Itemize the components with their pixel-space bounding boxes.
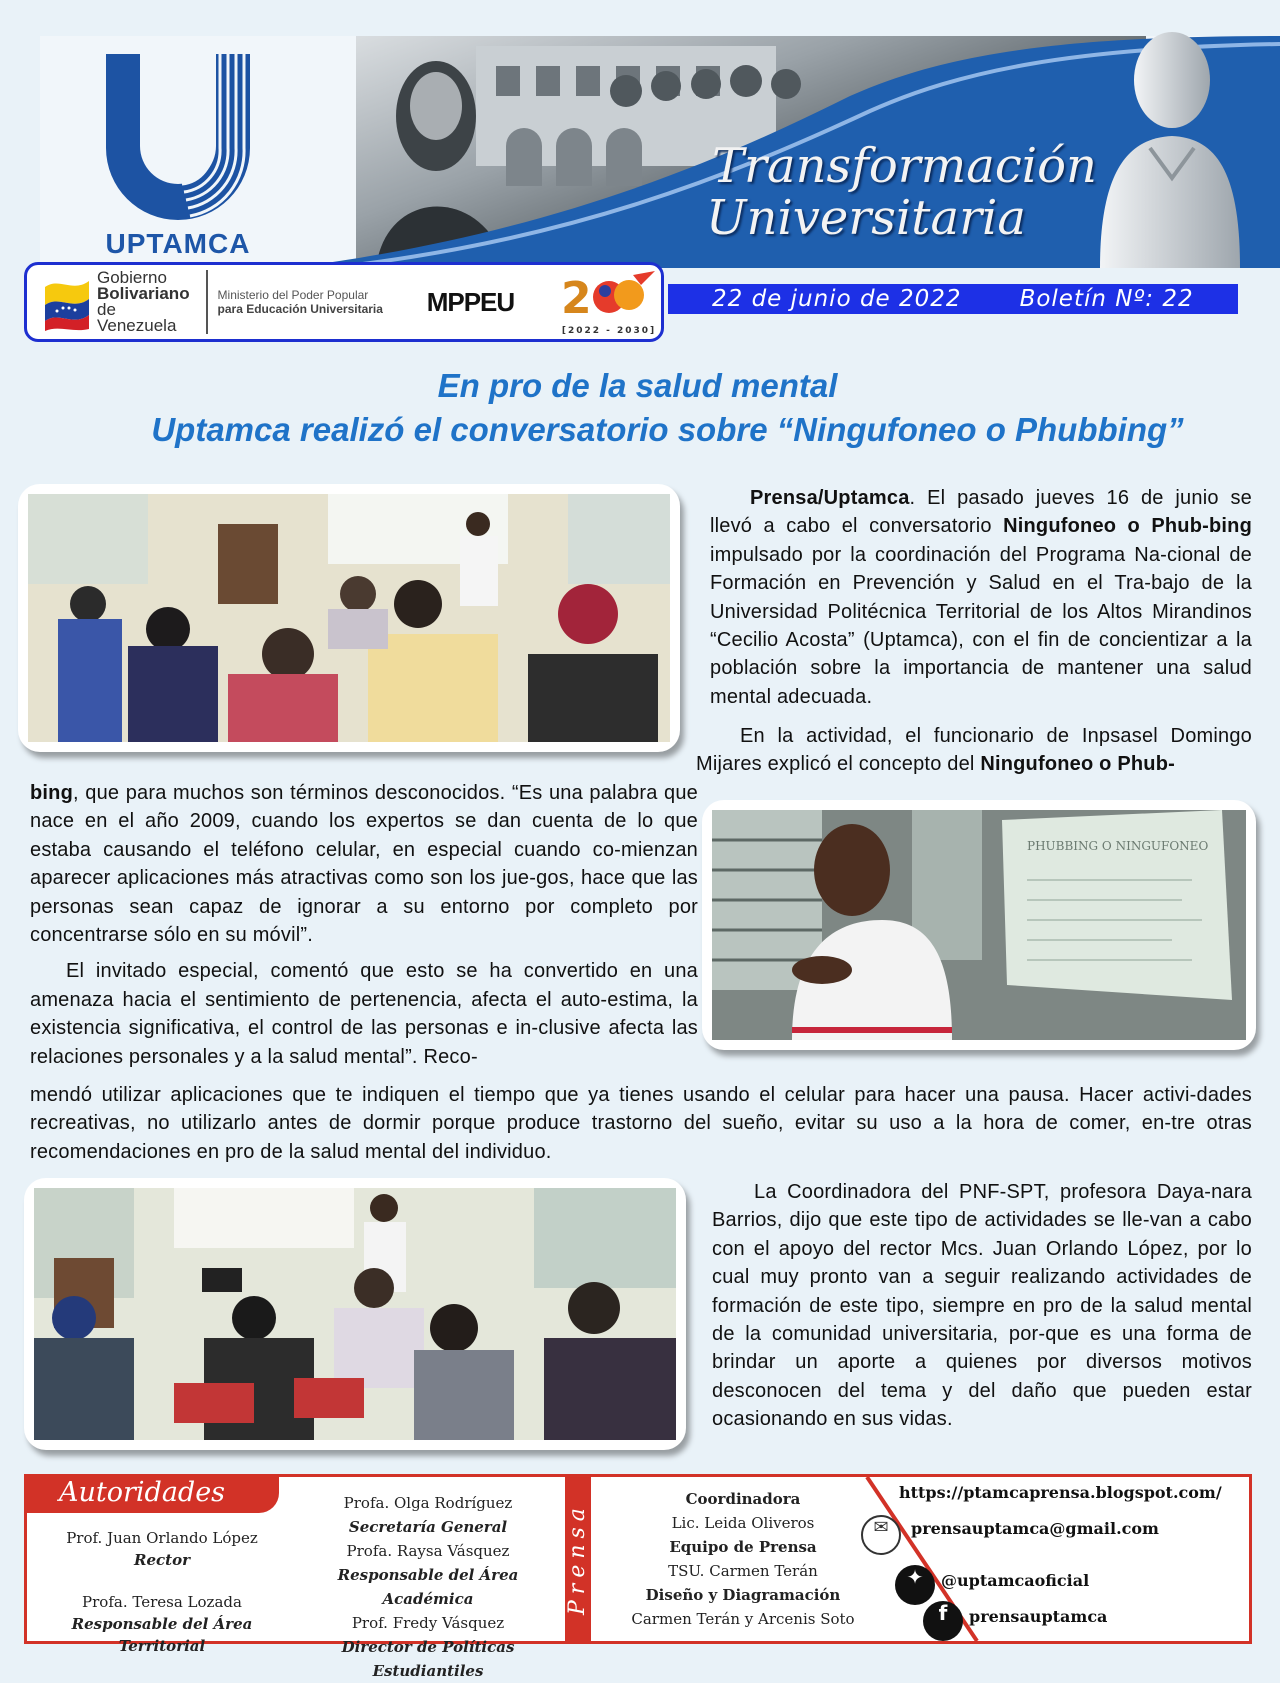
gov-line-3: de Venezuela: [97, 300, 177, 335]
article-headline: [0, 364, 1275, 452]
bicentenario-years: [2022 - 2030]: [561, 326, 657, 336]
audience-photo-2-image: [34, 1188, 676, 1440]
p1-term: Ningufoneo o Phub-bing: [1003, 515, 1252, 538]
audience-photo-image: [28, 494, 670, 742]
p2-term: Ningufoneo o Phub-: [980, 753, 1175, 776]
article-col-p4: [712, 1178, 1252, 1434]
press-lead: Prensa/Uptamca: [750, 487, 910, 509]
bust-statue-image: [1090, 18, 1240, 268]
officials-credits: [295, 1491, 561, 1683]
secretary-role: Secretaría General: [348, 1518, 508, 1536]
prensa-label: Prensa: [565, 1477, 591, 1641]
rector-name: Prof. Juan Orlando López: [66, 1529, 258, 1547]
publication-title: [706, 138, 1097, 246]
ministry-line-2: para Educación Universitaria: [217, 302, 383, 316]
design-names: Carmen Terán y Arcenis Soto: [631, 1610, 855, 1628]
coord-name: Lic. Leida Oliveros: [671, 1514, 815, 1532]
p2-term-end: bing: [30, 782, 74, 804]
coord-title: Coordinadora: [685, 1490, 801, 1508]
bulletin-number: Boletín Nº: 22: [1019, 286, 1194, 312]
territorial-name: Profa. Teresa Lozada: [82, 1593, 242, 1611]
p3-text-b: mendó utilizar aplicaciones que te indiquen el tiempo que ya tienes usando el celular para hacer una pausa. Hacer activi-dades recreativas, no utilizarlo antes de dormir porque produce trastorno del sueño, evitar su uso a la hora de comer, en-tre otras recomendaciones en pro de la salud mental del individuo.: [30, 1084, 1252, 1163]
svg-text:2: 2: [561, 273, 592, 324]
p1-text-a: . El pasado jueves 16 de junio se llevó a cabo el conversatorio: [710, 487, 1252, 538]
email-icon: ✉: [861, 1515, 901, 1555]
credits-footer: [24, 1474, 1252, 1680]
gov-line-1: Gobierno: [97, 268, 167, 287]
gov-line-2: Bolivariano: [97, 284, 190, 303]
press-team-credits: [623, 1487, 863, 1631]
team-title: Equipo de Prensa: [669, 1538, 817, 1556]
venezuela-flag-icon: [39, 273, 91, 331]
authorities-label: Autoridades: [27, 1477, 279, 1513]
speaker-slide-image: [712, 810, 1246, 1040]
article-col-intro: [710, 484, 1252, 711]
logo-text: UPTAMCA: [105, 228, 251, 259]
ministry-label: [218, 288, 415, 316]
academic-name: Profa. Raysa Vásquez: [346, 1542, 510, 1560]
uptamca-logo-icon: [104, 52, 252, 224]
issue-date: 22 de junio de 2022: [712, 286, 962, 312]
bicentenario-2030-icon: [557, 269, 661, 324]
territorial-role: Responsable del Área Territorial: [71, 1615, 253, 1655]
student-name: Prof. Fredy Vásquez: [351, 1614, 505, 1632]
email-link[interactable]: prensauptamca@gmail.com: [911, 1519, 1159, 1538]
government-logos-box: [24, 262, 664, 342]
photo-speaker-slide: [702, 800, 1256, 1050]
slide-title: PHUBBING O NINGUFONEO: [1027, 839, 1209, 853]
p3-text-a: El invitado especial, comentó que esto se ha convertido en una amenaza hacia el sentimiento de pertenencia, afecta el auto-estima, la existencia significativa, el control de las personas e in-clusive afecta las relaciones personales y a la salud mental”. Reco-: [30, 960, 698, 1068]
academic-role: Responsable del Área Académica: [337, 1566, 519, 1608]
p2-text-a: En la actividad, el funcionario de Inpsasel Domingo Mijares explicó el concepto del: [696, 725, 1252, 776]
bicentenario-logo: [557, 269, 661, 335]
territorial-credit: [33, 1591, 291, 1657]
team-name: TSU. Carmen Terán: [668, 1562, 818, 1580]
photo-audience-1: [18, 484, 680, 752]
twitter-icon: ✦: [895, 1565, 935, 1605]
article-col-p2-cont: [30, 779, 698, 1071]
p4-text: La Coordinadora del PNF-SPT, profesora Daya-nara Barrios, dijo que este tipo de actividades se lle-van a cabo con el apoyo del rector Mcs. Juan Orlando López, por lo cual muy pronto van a seguir realizando actividades de formación de este tipo, siempre en pro de la salud mental de la comunidad universitaria, por-que es una forma de brindar un aporte a quienes por diversos motivos desconocen del tema y del daño que pueden estar ocasionando en sus vidas.: [712, 1181, 1252, 1431]
title-line-2: Universitaria: [706, 190, 1026, 246]
headline-line-1: En pro de la salud mental: [437, 367, 838, 404]
twitter-handle[interactable]: @uptamcaoficial: [941, 1571, 1090, 1590]
photo-audience-2: [24, 1178, 686, 1450]
title-line-1: Transformación: [712, 138, 1097, 194]
article-col-p2-start: [696, 722, 1252, 779]
gobierno-bolivariano-label: [97, 270, 208, 334]
rector-role: Rector: [134, 1551, 190, 1569]
ministry-line-1: Ministerio del Poder Popular: [217, 288, 369, 302]
student-role: Director de Políticas Estudiantiles: [341, 1638, 515, 1680]
secretary-name: Profa. Olga Rodríguez: [343, 1494, 513, 1512]
mppeu-label: MPPEU: [426, 286, 515, 317]
facebook-icon: f: [923, 1601, 963, 1641]
blog-link[interactable]: https://ptamcaprensa.blogspot.com/: [899, 1483, 1222, 1502]
design-title: Diseño y Diagramación: [645, 1586, 841, 1604]
date-bulletin-bar: [668, 284, 1238, 314]
facebook-handle[interactable]: prensauptamca: [969, 1607, 1108, 1626]
p1-text-c: impulsado por la coordinación del Programa Na-cional de Formación en Prevención y Salud en el Tra-bajo de la Universidad Politécnica Territorial de los Altos Mirandinos “Cecilio Acosta” (Uptamca), con el fin de concientizar a la población sobre la importancia de mantener una salud mental adecuada.: [710, 543, 1252, 708]
rector-credit: [37, 1527, 287, 1571]
headline-line-2: Uptamca realizó el conversatorio sobre “Ningufoneo o Phubbing”: [151, 411, 1184, 448]
article-wide-p3-end: [30, 1081, 1252, 1166]
p2-text-d: , que para muchos son términos desconocidos. “Es una palabra que nace en el año 2009, cuando los expertos se dan cuenta de lo que estaba causando el teléfono celular, en especial cuando co-mienzan aparecer aplicaciones más atractivas como son los jue-gos, hace que las personas sean capaz de ignorar a su entorno por completo por concentrarse sólo en su móvil”.: [30, 782, 698, 947]
